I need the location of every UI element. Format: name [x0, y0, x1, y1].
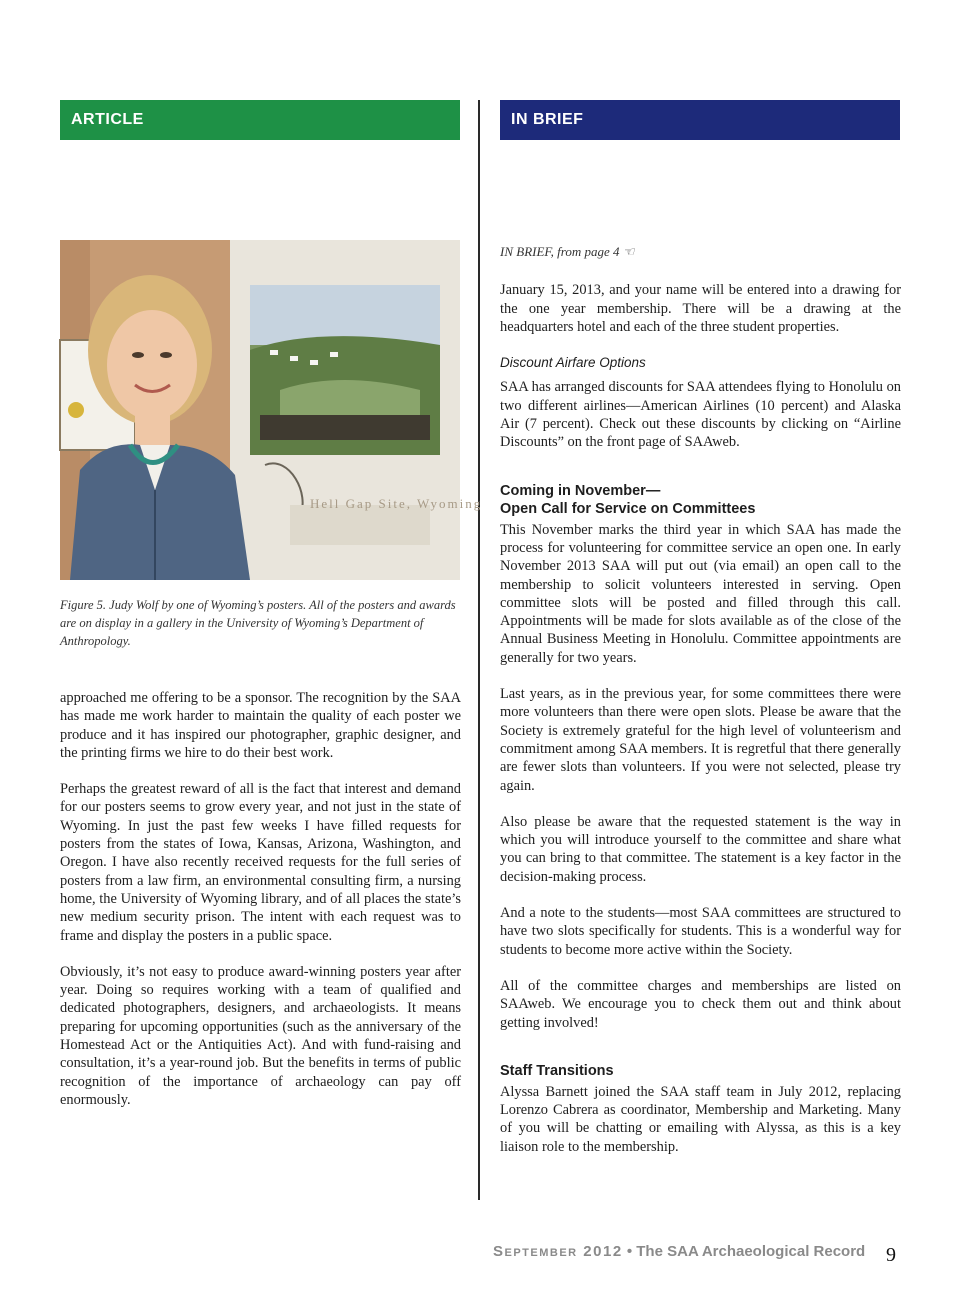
figure-photo	[60, 240, 483, 580]
footer-month: September 2012	[493, 1243, 623, 1260]
committees-heading: Coming in November— Open Call for Service on Committees	[500, 482, 756, 517]
continued-from-label: IN BRIEF, from page 4 ☜	[500, 244, 635, 259]
in-brief-body	[500, 243, 901, 1174]
article-body	[60, 689, 461, 1127]
footer-publication: The SAA Archaeological Record	[636, 1243, 866, 1260]
photo-illustration	[60, 240, 460, 580]
article-banner: ARTICLE	[60, 100, 460, 140]
brief-paragraph: Last years, as in the previous year, for some committees there were more volunteers than there were open slots. Please be aware that the Society is extremely grateful for the high level of volunteerism and commitment among SAA members. It is regretful that there generally are fewer slots than volunteers. If you were not selected, please try again.	[500, 686, 901, 794]
figure-caption: Figure 5. Judy Wolf by one of Wyoming’s posters. All of the posters and awards are on display in a gallery in the University of Wyoming’s Department of Anthropology.	[60, 598, 456, 648]
brief-paragraph: All of the committee charges and memberships are listed on SAAweb. We encourage you to check them out and think about getting involved!	[500, 977, 901, 1031]
airfare-heading: Discount Airfare Options	[500, 355, 646, 371]
brief-paragraph: Also please be aware that the requested statement is the way in which you will introduce yourself to the committee and share what you can bring to that committee. The statement is a key factor in the decision-making process.	[500, 813, 901, 885]
article-paragraph: approached me offering to be a sponsor. The recognition by the SAA has made me work harder to maintain the quality of each poster we produce and it has inspired our photographer, graphic designer, and the printing firms we hire to do their best work.	[60, 690, 461, 761]
article-paragraph: Obviously, it’s not easy to produce award-winning posters year after year. Doing so requires working with a team of qualified and dedicated photographers, designers, and archaeologists. It means preparing for upcoming opportunities (such as the anniversary of the Homestead Act or the Antiquities Act). And with fund-raising and consultation, it’s a year-round job. But the benefits in terms of public recognition of the importance of archaeology can pay off enormously.	[60, 963, 461, 1108]
brief-paragraph: SAA has arranged discounts for SAA attendees flying to Honolulu on two different airlines—American Airlines (10 percent) and Alaska Air (7 percent). Check out these discounts by clicking on “Airline Discounts” on the front page of SAAweb.	[500, 379, 901, 451]
brief-paragraph: And a note to the students—most SAA committees are structured to have two slots specifically for students. This is a wonderful way for students to become more active within the Society.	[500, 905, 901, 958]
page-number: 9	[886, 1244, 896, 1266]
brief-paragraph: January 15, 2013, and your name will be entered into a drawing for the one year membership. There will be a drawing at the headquarters hotel and each of the three student properties.	[500, 282, 901, 335]
staff-heading: Staff Transitions	[500, 1062, 614, 1079]
brief-paragraph: This November marks the third year in which SAA has made the process for volunteering for committee service an open one. In early November 2013 SAA will put out (via email) an open call to the membership to solicit volunteers interested in serving. Open committee slots will be posted and filled through this call. Appointments will be made for slots available as of the close of the Annual Business Meeting in Honolulu. Committee appointments are generally for two years.	[500, 521, 901, 666]
in-brief-banner: IN BRIEF	[500, 100, 900, 140]
brief-paragraph: Alyssa Barnett joined the SAA staff team in July 2012, replacing Lorenzo Cabrera as coordinator, Membership and Marketing. Many of you will be chatting or emailing with Alyssa, as this is a key liaison role to the membership.	[500, 1083, 901, 1155]
column-divider	[478, 100, 480, 1200]
article-paragraph: Perhaps the greatest reward of all is the fact that interest and demand for our posters seems to grow every year, and not just in the state of Wyoming. In just the past few weeks I have filled requests for posters from the states of Iowa, Kansas, Arizona, Washington, and Oregon. I have also recently received requests for the full series of posters from a law firm, an environmental consulting firm, a nursing home, the University of Wyoming library, and of all places the state’s new medium security prison. The intent with each request was to frame and display the posters in a public space.	[60, 781, 461, 944]
continued-arrow-icon: ☜	[622, 244, 635, 259]
poster-title: Hell Gap Site, Wyoming	[310, 496, 483, 511]
footer-running-title: September 2012 • The SAA Archaeological Record	[493, 1243, 866, 1260]
